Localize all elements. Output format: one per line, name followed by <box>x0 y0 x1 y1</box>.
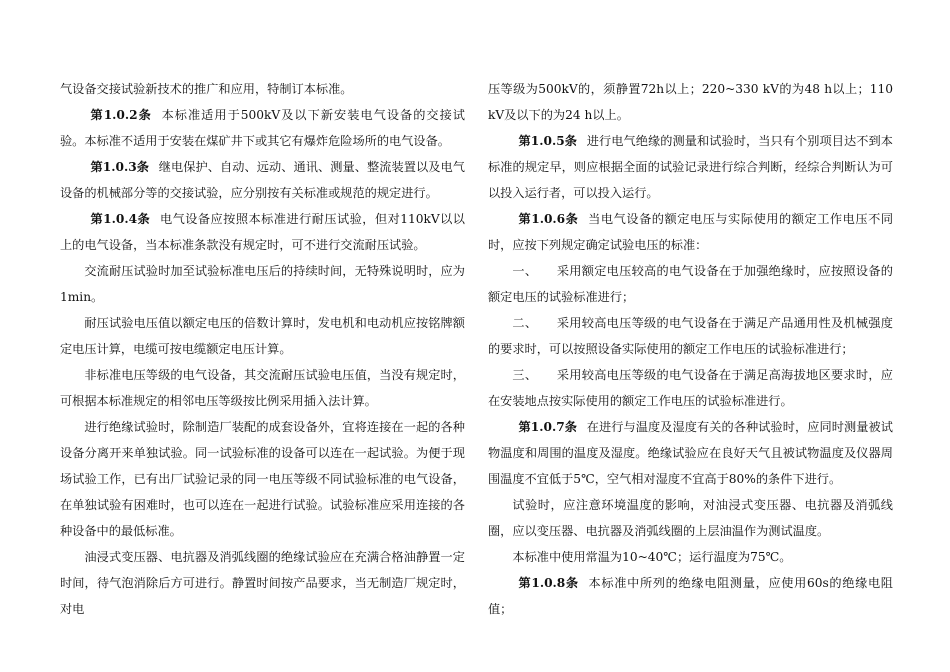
paragraph-text: 压等级为500kV的，须静置72h以上；220~330 kV的为48 h以上；110 kV及以下的为24 h以上。 <box>488 82 893 122</box>
item-number: 二、 <box>512 316 538 330</box>
article-number: 第1.0.8条 <box>518 576 579 590</box>
article-1-0-3 <box>60 154 465 206</box>
list-item-1 <box>488 258 893 310</box>
paragraph-text: 本标准中使用常温为10~40℃；运行温度为75℃。 <box>512 550 792 564</box>
article-number: 第1.0.7条 <box>518 420 577 434</box>
article-text: 在进行与温度及湿度有关的各种试验时，应同时测量被试物温度和周围的温度及湿度。绝缘试验应在良好天气且被试物温度及仪器周围温度不宜低于5℃，空气相对湿度不宜高于80%的条件下进行。 <box>488 420 893 486</box>
article-number: 第1.0.4条 <box>90 212 151 226</box>
article-text: 进行电气绝缘的测量和试验时，当只有个别项目达不到本标准的规定早，则应根据全面的试验记录进行综合判断，经综合判断认为可以投入运行者，可以投入运行。 <box>488 134 893 200</box>
article-1-0-8 <box>488 570 893 622</box>
article-text: 电气设备应按照本标准进行耐压试验，但对110kV以以上的电气设备，当本标准条款没有规定时，可不进行交流耐压试验。 <box>60 212 465 252</box>
article-number: 第1.0.6条 <box>518 212 579 226</box>
item-text: 采用较高电压等级的电气设备在于满足产品通用性及机械强度的要求时，可以按照设备实际使用的额定工作电压的试验标准进行； <box>488 316 893 356</box>
article-number: 第1.0.3条 <box>90 160 149 174</box>
paragraph <box>60 414 465 544</box>
article-1-0-5 <box>488 128 893 206</box>
article-text: 本标准适用于500kV及以下新安装电气设备的交接试验。本标准不适用于安装在煤矿井下或其它有爆炸危险场所的电气设备。 <box>60 108 465 148</box>
item-text: 采用额定电压较高的电气设备在于加强绝缘时，应按照设备的额定电压的试验标准进行； <box>488 264 893 304</box>
article-text: 继电保护、自动、远动、通讯、测量、整流装置以及电气设备的机械部分等的交接试验，应分别按有关标准或规范的规定进行。 <box>60 160 465 200</box>
article-text: 本标准中所列的绝缘电阻测量，应使用60s的绝缘电阻值； <box>488 576 893 616</box>
article-number: 第1.0.5条 <box>518 134 577 148</box>
article-1-0-2 <box>60 102 465 154</box>
item-text: 采用较高电压等级的电气设备在于满足高海拔地区要求时，应在安装地点按实际使用的额定工作电压的试验标准进行。 <box>488 368 893 408</box>
paragraph-text: 非标准电压等级的电气设备，其交流耐压试验电压值，当没有规定时，可根据本标准规定的相邻电压等级按比例采用插入法计算。 <box>60 368 465 408</box>
paragraph <box>60 76 465 102</box>
article-text: 当电气设备的额定电压与实际使用的额定工作电压不同时，应按下列规定确定试验电压的标准： <box>488 212 894 252</box>
paragraph-text: 耐压试验电压值以额定电压的倍数计算时，发电机和电动机应按铭牌额定电压计算，电缆可按电缆额定电压计算。 <box>60 316 465 356</box>
article-1-0-7 <box>488 414 893 492</box>
paragraph <box>60 258 465 310</box>
paragraph <box>60 310 465 362</box>
paragraph <box>488 492 893 544</box>
paragraph-text: 试验时，应注意环境温度的影响，对油浸式变压器、电抗器及消弧线圈，应以变压器、电抗器及消弧线圈的上层油温作为测试温度。 <box>488 498 893 538</box>
right-column <box>488 76 893 622</box>
paragraph-text: 交流耐压试验时加至试验标准电压后的持续时间，无特殊说明时，应为1min。 <box>60 264 465 304</box>
paragraph <box>488 544 893 570</box>
list-item-3 <box>488 362 893 414</box>
item-number: 一、 <box>512 264 538 278</box>
article-1-0-6 <box>488 206 893 258</box>
paragraph-text: 油浸式变压器、电抗器及消弧线圈的绝缘试验应在充满合格油静置一定时间，待气泡消除后方可进行。静置时间按产品要求，当无制造厂规定时，对电 <box>60 550 465 616</box>
paragraph-text: 气设备交接试验新技术的推广和应用，特制订本标准。 <box>60 82 353 96</box>
paragraph <box>488 76 893 128</box>
paragraph <box>60 362 465 414</box>
left-column <box>60 76 465 622</box>
article-1-0-4 <box>60 206 465 258</box>
article-number: 第1.0.2条 <box>90 108 152 122</box>
paragraph <box>60 544 465 622</box>
paragraph-text: 进行绝缘试验时，除制造厂装配的成套设备外，宜将连接在一起的各种设备分离开来单独试验。同一试验标准的设备可以连在一起试验。为便于现场试验工作，已有出厂试验记录的同一电压等级不同试验标准的电气设备，在单独试验有困难时，也可以连在一起进行试验。试验标准应采用连接的各种设备中的最低标准。 <box>60 420 465 538</box>
item-number: 三、 <box>512 368 538 382</box>
list-item-2 <box>488 310 893 362</box>
